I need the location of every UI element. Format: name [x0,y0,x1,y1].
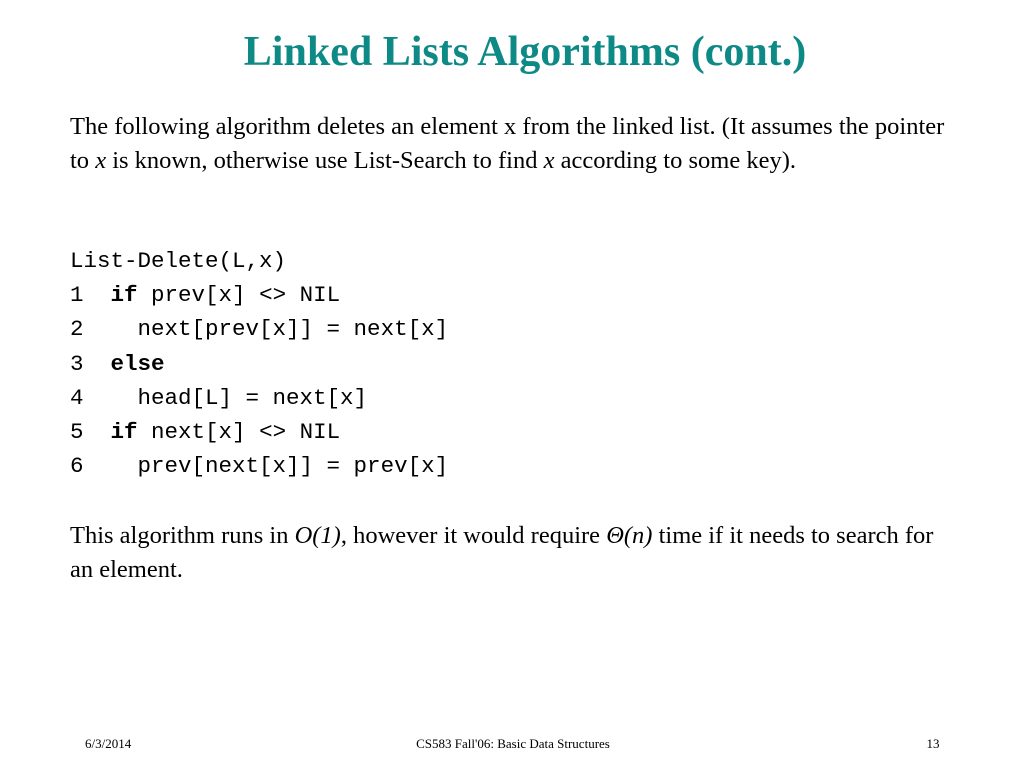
code-line [70,347,950,381]
code-text [84,282,111,308]
line-number: 4 [70,384,84,411]
footer-date: 6/3/2014 [85,736,132,751]
italic-text-run: O(1) [294,522,341,549]
code-text: prev[next[x]] = prev[x] [83,453,449,480]
italic-text-run: x [95,146,107,174]
text-run: The following algorithm deletes an element x from the linked list. (It assumes the pointer to [70,113,945,174]
text-run: This algorithm runs in [70,522,295,549]
line-number: 1 [70,282,84,309]
line-number: 3 [70,350,84,377]
slide-footer [0,736,1024,754]
code-keyword: if [110,418,138,445]
code-keyword: else [110,350,165,377]
code-text [84,351,111,377]
italic-text-run: Θ(n) [606,522,653,549]
text-run: , however it would require [340,522,607,549]
line-number: 6 [70,453,84,480]
text-run: time if it needs to search for an element. [70,522,934,583]
intro-paragraph [70,110,962,177]
code-lines [70,278,950,483]
code-text [84,419,111,445]
line-number: 2 [70,316,84,343]
code-header: List-Delete(L,x) [70,248,287,274]
line-number: 5 [70,418,84,445]
text-run: is known, otherwise use List-Search to find [106,146,544,174]
code-line [70,415,950,449]
code-line [70,449,950,483]
code-text: head[L] = next[x] [83,384,368,411]
code-line [70,312,950,346]
code-text: prev[x] <> NIL [137,282,341,309]
footer-page-number: 13 [926,736,940,751]
code-line [70,278,950,312]
code-line [70,381,950,415]
summary-paragraph [70,519,962,586]
slide-title: Linked Lists Algorithms (cont.) [243,29,807,75]
code-block [70,244,950,483]
code-text: next[prev[x]] = next[x] [83,316,449,343]
italic-text-run: x [543,146,555,174]
footer-course: CS583 Fall'06: Basic Data Structures [416,736,610,751]
text-run: according to some key). [554,146,796,174]
code-keyword: if [110,282,138,309]
code-text: next[x] <> NIL [137,418,341,445]
